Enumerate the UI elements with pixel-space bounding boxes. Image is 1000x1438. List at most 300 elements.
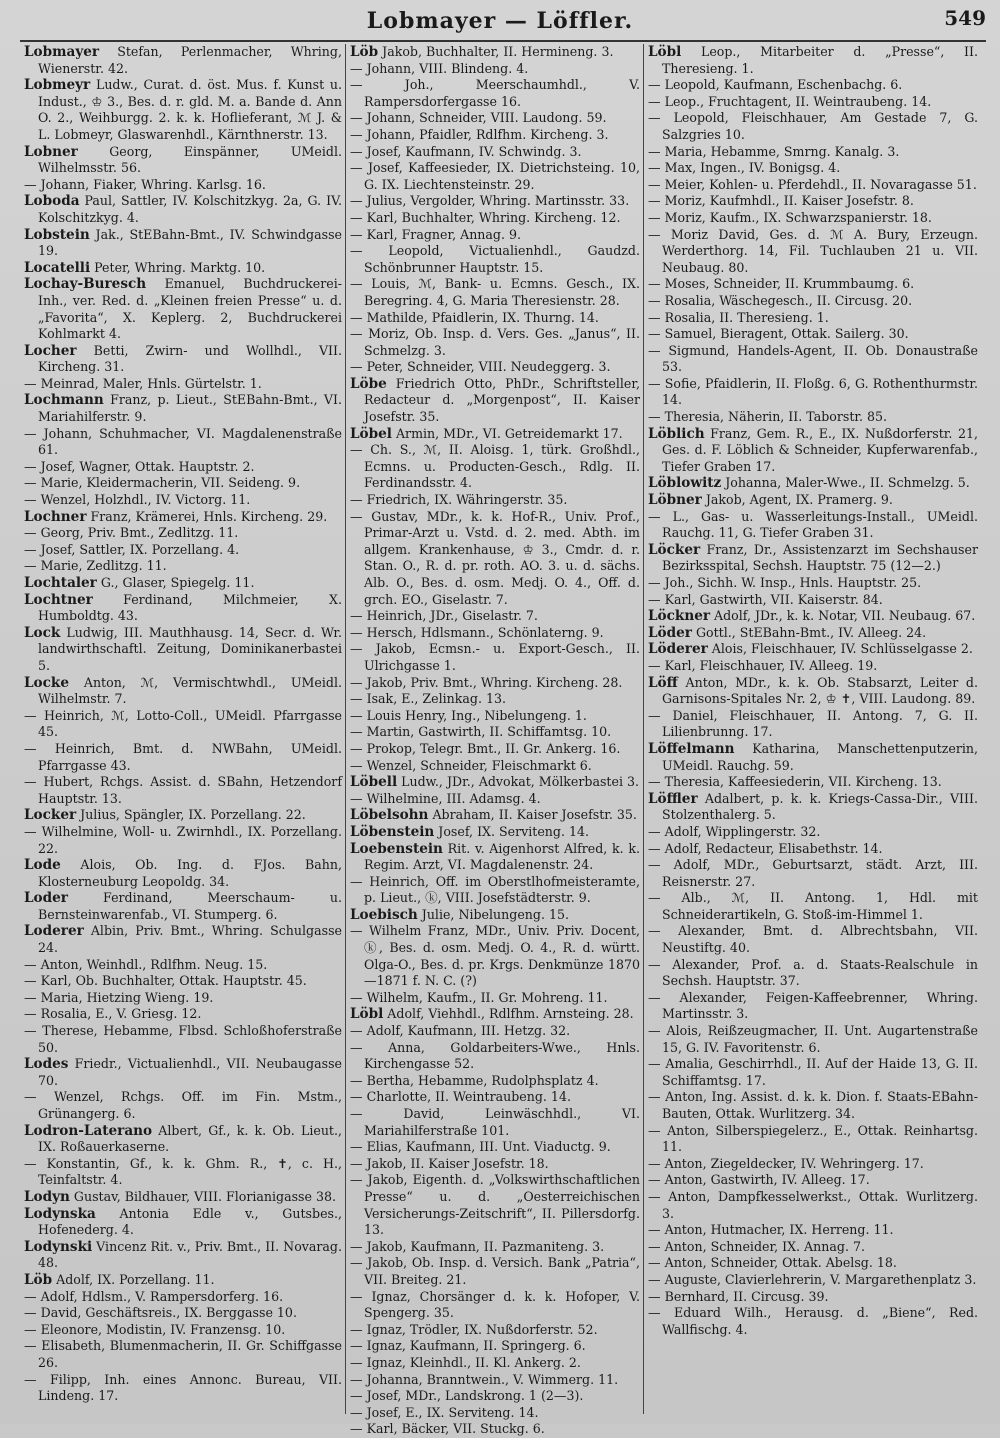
- entry-details: , Geschirrhdl., II. Auf der Haide 13, G. II. Schiffamtsg. 17.: [662, 1056, 978, 1088]
- entry-details: , Off. im Oberstlhofmeisteramte, p. Lieut., ⓚ, VIII. Josefstädterstr. 9.: [364, 873, 640, 906]
- directory-entry: [24, 1056, 342, 1089]
- entry-details: , Kaffeesieder, IX. Dietrichsteing. 10, G. IX. Liechtensteinstr. 29.: [364, 160, 641, 192]
- directory-entry: [648, 492, 978, 509]
- entry-name: Löb: [24, 1271, 53, 1288]
- entry-details: , Pfaidler, Rdlfhm. Kircheng. 3.: [411, 126, 609, 142]
- entry-name: — Sofie: [648, 375, 697, 391]
- directory-entry: [24, 1206, 342, 1239]
- entry-details: Adolf, Viehhdl., Rdlfhm. Arnsteing. 28.: [383, 1006, 634, 1022]
- directory-entry: [24, 475, 342, 492]
- entry-name: Lodron-Laterano: [24, 1122, 153, 1139]
- directory-entry: [24, 343, 342, 376]
- entry-name: Löbe: [350, 375, 387, 392]
- directory-entry: [350, 923, 640, 989]
- entry-name: — Rosalia: [648, 292, 712, 308]
- entry-name: — David: [350, 1106, 441, 1121]
- directory-entry: [24, 260, 342, 277]
- directory-entry: [648, 343, 978, 376]
- entry-details: , Schneider, Ottak. Abelsg. 18.: [702, 1255, 897, 1271]
- directory-entry: [350, 1172, 640, 1238]
- directory-entry: [648, 409, 978, 426]
- directory-entry: [350, 243, 640, 276]
- directory-entry: [24, 575, 342, 592]
- directory-entry: [350, 61, 640, 78]
- entry-name: — Ignaz: [350, 1288, 407, 1304]
- entry-name: Loebenstein: [350, 840, 443, 857]
- directory-entry: [648, 426, 978, 476]
- column-divider: [643, 44, 644, 1414]
- entry-name: — Josef: [24, 541, 72, 557]
- entry-name: — Josef: [350, 1404, 398, 1420]
- entry-details: Emanuel, Buchdruckerei-Inh., ver. Red. d. „Kleinen freien Presse“ u. d. „Favorita“, X. Keplerg. 2, Buchdruckerei Kohlmarkt 4.: [38, 276, 342, 342]
- entry-name: — Prokop: [350, 740, 412, 756]
- entry-name: — Bertha: [350, 1072, 411, 1088]
- directory-entry: [24, 625, 342, 675]
- entry-name: Löderer: [648, 641, 708, 658]
- directory-entry: [350, 193, 640, 210]
- entry-name: — Maria: [648, 143, 703, 159]
- directory-entry: [350, 907, 640, 924]
- entry-name: — Adolf: [350, 1023, 400, 1039]
- entry-name: Lode: [24, 857, 61, 874]
- entry-details: Friedrich Otto, PhDr., Schriftsteller, Redacteur d. „Morgenpost“, II. Kaiser Josefstr. 35.: [364, 375, 640, 425]
- entry-details: , Kaufmann, II. Pazmaniteng. 3.: [402, 1238, 605, 1254]
- directory-entry: [350, 708, 640, 725]
- entry-name: — Joh.: [350, 77, 430, 93]
- directory-entry: [24, 1189, 342, 1206]
- entry-name: Löbl: [350, 1006, 384, 1023]
- entry-name: — Hersch: [350, 624, 413, 640]
- entry-details: , Sattler, IX. Porzellang. 4.: [71, 541, 240, 557]
- entry-name: — Johann: [24, 176, 86, 192]
- directory-entry: [24, 227, 342, 260]
- entry-details: G., Glaser, Spiegelg. 11.: [96, 575, 255, 590]
- entry-name: — Ignaz: [350, 1354, 402, 1370]
- directory-entry: [350, 1073, 640, 1090]
- entry-name: — Johann: [350, 60, 412, 76]
- directory-entry: [24, 990, 342, 1007]
- directory-entry: [24, 807, 342, 824]
- entry-name: Lobmayer: [24, 44, 100, 60]
- directory-entry: [24, 973, 342, 990]
- entry-name: Löckner: [648, 608, 711, 625]
- directory-entry: [24, 492, 342, 509]
- directory-entry: [350, 376, 640, 426]
- entry-name: — Heinrich: [350, 873, 426, 889]
- entry-details: , Hutmacher, IX. Herreng. 11.: [702, 1222, 894, 1238]
- entry-details: , Fruchtagent, II. Weintraubeng. 14.: [700, 93, 932, 109]
- entry-name: — Mathilde: [350, 309, 424, 325]
- entry-details: Albert, Gf., k. k. Ob. Lieut., IX. Roßauerkaserne.: [38, 1122, 342, 1155]
- entry-name: Lochmann: [24, 392, 104, 409]
- directory-entry: [648, 575, 978, 592]
- directory-entry: [648, 144, 978, 161]
- directory-entry: [648, 1239, 978, 1256]
- entry-details: Jakob, Agent, IX. Pramerg. 9.: [701, 492, 893, 508]
- entry-name: Locke: [24, 674, 69, 691]
- entry-name: — Therese: [24, 1023, 94, 1039]
- directory-entry: [648, 791, 978, 824]
- directory-entry: [350, 210, 640, 227]
- entry-details: Julius, Spängler, IX. Porzellang. 22.: [76, 807, 306, 823]
- directory-entry: [350, 608, 640, 625]
- entry-name: — Friedrich: [350, 492, 427, 508]
- entry-details: , Ing. Assist. d. k. k. Dion. f. Staats-EBahn-Bauten, Ottak. Wurlitzerg. 34.: [662, 1089, 978, 1121]
- entry-name: — Wenzel: [350, 757, 413, 773]
- entry-details: Anton, MDr., k. k. Ob. Stabsarzt, Leiter d. Garnisons-Spitales Nr. 2, ♔ ✝, VIII. Laudong. 89.: [662, 674, 978, 707]
- entry-name: Lochtner: [24, 591, 93, 608]
- directory-entry: [24, 193, 342, 226]
- entry-name: Löblich: [648, 425, 705, 442]
- entry-name: — Meier: [648, 176, 702, 192]
- entry-details: , Pfaidlerin, IX. Thurng. 14.: [423, 309, 599, 325]
- entry-details: Alois, Fleischhauer, IV. Schlüsselgasse 2.: [707, 641, 973, 657]
- directory-entry: [24, 426, 342, 459]
- entry-name: — Anton: [648, 1089, 704, 1105]
- entry-details: , Woll- u. Zwirnhdl., IX. Porzellang. 22.: [38, 823, 342, 856]
- entry-details: , Gf., k. k. Ghm. R., ✝, c. H., Teinfaltstr. 4.: [38, 1155, 342, 1188]
- entry-name: — Meinrad: [24, 375, 95, 391]
- directory-entry: [648, 1305, 978, 1338]
- entry-details: , E., IX. Serviteng. 14.: [397, 1404, 539, 1420]
- directory-entry: [350, 824, 640, 841]
- entry-name: — Daniel: [648, 707, 714, 723]
- entry-name: Lock: [24, 624, 61, 641]
- directory-entry: [648, 658, 978, 675]
- entry-name: — Eleonore: [24, 1321, 99, 1337]
- directory-entry: [350, 791, 640, 808]
- directory-entry: [350, 276, 640, 309]
- entry-name: — Wenzel: [24, 492, 87, 508]
- directory-entry: [648, 1272, 978, 1289]
- entry-name: — Julius: [350, 193, 403, 209]
- directory-entry: [648, 227, 978, 277]
- entry-name: — Ch. S.: [350, 442, 412, 458]
- entry-details: , Fleischhauer, Am Gestade 7, G. Salzgries 10.: [662, 110, 978, 142]
- directory-entry: [24, 890, 342, 923]
- entry-name: Locker: [24, 807, 77, 824]
- entry-details: , II. Circusg. 39.: [725, 1288, 829, 1304]
- entry-name: Lobmeyr: [24, 77, 91, 94]
- entry-details: , Bmt. d. Albrechtsbahn, VII. Neustiftg. 40.: [662, 923, 978, 956]
- entry-name: Lochtaler: [24, 575, 97, 591]
- entry-name: — Martin: [350, 724, 411, 740]
- directory-entry: [648, 741, 978, 774]
- directory-entry: [350, 990, 640, 1007]
- entry-details: , Dampfkesselwerkst., Ottak. Wurlitzerg. 3.: [662, 1188, 978, 1221]
- entry-name: — Anton: [648, 1222, 703, 1238]
- entry-details: , Trödler, IX. Nußdorferstr. 52.: [401, 1321, 598, 1337]
- entry-name: — Eduard Wilh.: [648, 1305, 768, 1321]
- entry-name: Locher: [24, 342, 77, 359]
- directory-entry: [350, 625, 640, 642]
- entry-details: Gottl., StEBahn-Bmt., IV. Alleeg. 24.: [691, 624, 927, 640]
- entry-details: , Kaufmann, Eschenbachg. 6.: [715, 77, 903, 93]
- entry-details: , Weinhdl., Rdlfhm. Neug. 15.: [78, 956, 268, 972]
- directory-entry: [350, 509, 640, 609]
- entry-details: , Redacteur, Elisabethstr. 14.: [697, 840, 883, 856]
- entry-details: , Fiaker, Whring. Karlsg. 16.: [85, 176, 266, 192]
- directory-entry: [350, 127, 640, 144]
- entry-name: Löff: [648, 674, 678, 691]
- directory-entry: [350, 675, 640, 692]
- entry-name: — Alexander: [648, 923, 742, 939]
- entry-name: — Wenzel: [24, 1089, 100, 1105]
- directory-entry: [350, 1006, 640, 1023]
- directory-entry: [350, 492, 640, 509]
- entry-name: — Heinrich: [24, 707, 100, 723]
- entry-name: — Karl: [350, 1421, 394, 1437]
- entry-details: , Schneider, IX. Annag. 7.: [702, 1238, 865, 1254]
- directory-entry: [350, 144, 640, 161]
- entry-name: — Georg: [24, 525, 80, 541]
- directory-entry: [350, 160, 640, 193]
- entry-name: Löblowitz: [648, 475, 722, 492]
- entry-details: , Bäcker, VII. Stuckg. 6.: [393, 1421, 545, 1437]
- entry-details: , Vergolder, Whring. Martinsstr. 33.: [402, 193, 630, 209]
- entry-name: Löffelmann: [648, 740, 735, 757]
- entry-details: Friedr., Victualienhdl., VII. Neubaugasse 70.: [38, 1056, 342, 1088]
- entry-name: — Anton: [648, 1238, 703, 1254]
- entry-name: Lobner: [24, 143, 78, 160]
- directory-entry: [648, 110, 978, 143]
- directory-entry: [24, 1006, 342, 1023]
- entry-name: Lodynska: [24, 1205, 96, 1222]
- directory-entry: [350, 1239, 640, 1256]
- entry-name: — Jakob: [350, 1172, 404, 1188]
- entry-name: — Alois: [648, 1023, 698, 1039]
- directory-entry: [24, 1089, 342, 1122]
- directory-entry: [350, 1322, 640, 1339]
- entry-name: — Rosalia: [648, 309, 712, 325]
- entry-details: , Schneider, VIII. Neudeggerg. 3.: [399, 359, 611, 375]
- entry-details: , Wagner, Ottak. Hauptstr. 2.: [71, 458, 255, 474]
- directory-entry: [24, 509, 342, 526]
- entry-details: , Blumenmacherin, II. Gr. Schiffgasse 26.: [38, 1338, 342, 1370]
- directory-entry: [24, 1305, 342, 1322]
- entry-details: , Schuhmacher, VI. Magdalenenstraße 61.: [38, 425, 342, 458]
- entry-name: — Jakob: [350, 674, 403, 690]
- directory-entry: [648, 276, 978, 293]
- entry-name: Löbel: [350, 425, 392, 442]
- entry-name: Löbl: [648, 44, 682, 60]
- entry-details: Vincenz Rit. v., Priv. Bmt., II. Novarag. 48.: [38, 1238, 342, 1271]
- directory-entry: [24, 1239, 342, 1272]
- entry-name: Loderer: [24, 923, 84, 940]
- entry-name: Löbell: [350, 774, 398, 791]
- entry-details: , Wäschegesch., II. Circusg. 20.: [711, 292, 913, 308]
- entry-name: Loboda: [24, 193, 80, 210]
- directory-entry: [648, 475, 978, 492]
- entry-details: , Bmt. d. NWBahn, UMeidl. Pfarrgasse 43.: [38, 740, 342, 773]
- entry-details: , ℳ, Bank- u. Ecmns. Gesch., IX. Beregring. 4, G. Maria Theresienstr. 28.: [364, 276, 640, 308]
- directory-entry: [350, 1139, 640, 1156]
- directory-entry: [350, 1421, 640, 1438]
- directory-entry: [648, 675, 978, 708]
- entry-details: Franz, Dr., Assistenzarzt im Sechshauser Bezirksspital, Sechsh. Hauptstr. 75 (12—2.): [662, 541, 978, 574]
- directory-entry: [350, 1355, 640, 1372]
- entry-name: — Leopold: [648, 110, 725, 126]
- entry-details: , Telegr. Bmt., II. Gr. Ankerg. 16.: [411, 740, 621, 756]
- directory-entry: [648, 326, 978, 343]
- directory-entry: [350, 1089, 640, 1106]
- entry-details: Stefan, Perlenmacher, Whring, Wienerstr. 42.: [38, 44, 342, 76]
- entry-details: , Kaufmann, III. Unt. Viaductg. 9.: [397, 1139, 611, 1155]
- directory-entry: [648, 774, 978, 791]
- entry-name: — Josef: [350, 143, 398, 159]
- entry-details: , Schneider, Fleischmarkt 6.: [412, 757, 592, 773]
- entry-details: , Ziegeldecker, IV. Wehringerg. 17.: [702, 1155, 924, 1171]
- directory-entry: [350, 1289, 640, 1322]
- entry-details: , Gastwirth, IV. Alleeg. 17.: [702, 1172, 870, 1188]
- entry-details: Josef, IX. Serviteng. 14.: [434, 823, 589, 839]
- entry-name: — Hubert: [24, 774, 90, 790]
- entry-details: , Branntwein., V. Wimmerg. 11.: [418, 1371, 619, 1387]
- entry-details: , Kaufm., IX. Schwarzspanierstr. 18.: [701, 209, 932, 225]
- entry-details: , Fragner, Annag. 9.: [393, 226, 522, 242]
- entry-details: , Prof. a. d. Staats-Realschule in Sechsh. Hauptstr. 37.: [662, 956, 978, 989]
- entry-name: — Amalia: [648, 1056, 710, 1072]
- directory-entry: [24, 1338, 342, 1371]
- directory-entry: [648, 177, 978, 194]
- directory-entry: [648, 1056, 978, 1089]
- entry-details: , Kohlen- u. Pferdehdl., II. Novaragasse 51.: [701, 176, 977, 192]
- page-title: Lobmayer — Löffler.: [366, 8, 634, 34]
- directory-entry: [350, 1156, 640, 1173]
- entry-name: — Heinrich: [24, 740, 111, 756]
- directory-entry: [24, 1123, 342, 1156]
- entry-details: , Zedlitzg. 11.: [78, 558, 167, 574]
- entry-name: — Moriz: [350, 326, 406, 342]
- entry-name: — Max: [648, 160, 693, 176]
- entry-name: — L.: [648, 508, 685, 524]
- entry-name: — Isak: [350, 691, 394, 707]
- entry-name: — Johann: [350, 126, 412, 142]
- directory-entry: [24, 1289, 342, 1306]
- entry-details: Ludwig, III. Mauthhausg. 14, Secr. d. Wr. landwirthschaftl. Zeitung, Dominikanerbastei 5.: [38, 624, 342, 673]
- entry-details: Johanna, Maler-Wwe., II. Schmelzg. 5.: [721, 475, 970, 491]
- entry-details: , Wipplingerstr. 32.: [697, 823, 821, 839]
- entry-details: , JDr., Giselastr. 7.: [422, 608, 538, 624]
- entry-details: , Victualienhdl., Gaudzd. Schönbrunner Hauptstr. 15.: [364, 243, 640, 275]
- entry-details: Georg, Einspänner, UMeidl. Wilhelmsstr. 56.: [38, 143, 342, 176]
- entry-details: , Schneider, II. Krummbaumg. 6.: [705, 276, 915, 292]
- entry-name: — Bernhard: [648, 1288, 726, 1304]
- entry-details: Adolf, JDr., k. k. Notar, VII. Neubaug. 67.: [710, 608, 976, 624]
- entry-name: — Karl: [648, 657, 692, 673]
- entry-details: , ℳ, Lotto-Coll., UMeidl. Pfarrgasse 45.: [38, 707, 342, 740]
- entry-name: Löbelsohn: [350, 807, 429, 824]
- entry-details: , Ob. Buchhalter, Ottak. Hauptstr. 45.: [67, 973, 307, 989]
- entry-details: , Handels-Agent, II. Ob. Donaustraße 53.: [662, 342, 978, 375]
- entry-name: — Alexander: [648, 956, 736, 972]
- directory-entry: [24, 957, 342, 974]
- entry-name: — Konstantin: [24, 1155, 116, 1171]
- entry-details: , Clavierlehrerin, V. Margarethenplatz 3.: [716, 1271, 977, 1287]
- entry-name: — Karl: [648, 591, 692, 607]
- entry-name: — Karl: [350, 226, 394, 242]
- entry-name: — Ignaz: [350, 1321, 402, 1337]
- entry-details: , Buchhalter, Whring. Kircheng. 12.: [393, 209, 621, 225]
- entry-details: Betti, Zwirn- und Wollhdl., VII. Kircheng. 31.: [38, 342, 342, 375]
- entry-details: Julie, Nibelungeng. 15.: [417, 906, 569, 922]
- entry-name: Lodyn: [24, 1188, 70, 1205]
- entry-name: — Adolf: [648, 857, 707, 873]
- directory-entry: [350, 1405, 640, 1422]
- entry-details: Franz, Krämerei, Hnls. Kircheng. 29.: [86, 508, 328, 524]
- directory-entry: [648, 1123, 978, 1156]
- column-divider: [345, 44, 346, 1414]
- entry-details: , Reißzeugmacher, II. Unt. Augartenstraße 15, G. IV. Favoritenstr. 6.: [662, 1023, 978, 1055]
- entry-details: , MDr., Geburtsarzt, städt. Arzt, III. Reisnerstr. 27.: [662, 857, 979, 889]
- entry-name: — Anton: [648, 1188, 707, 1204]
- entry-name: — Josef: [24, 458, 72, 474]
- directory-entry: [350, 691, 640, 708]
- directory-entry: [24, 708, 342, 741]
- entry-details: , Herausg. d. „Biene“, Red. Wallfischg. 4.: [662, 1305, 979, 1337]
- directory-entry: [648, 94, 978, 111]
- entry-details: , MDr., k. k. Hof-R., Univ. Prof., Primar-Arzt u. Vstd. d. 2. med. Abth. im allgem. Krankenhause, ♔ 3., Cmdr. d. r. Stan. O., R. d. pr. roth. AO. 3. u. d. sächs. Alb. O., Bes. d. osm. Medj. O. 4., Off. d. grch. EO., Giselastr. 7.: [364, 508, 640, 607]
- entry-name: — Elias: [350, 1139, 398, 1155]
- entry-details: , Kleinhdl., II. Kl. Ankerg. 2.: [401, 1354, 581, 1370]
- entry-name: — Gustav: [350, 508, 415, 524]
- entry-details: Adalbert, p. k. k. Kriegs-Cassa-Dir., VIII. Stolzenthalerg. 5.: [662, 790, 978, 823]
- entry-name: — David: [24, 1305, 78, 1321]
- entry-details: Ferdinand, Milchmeier, X. Humboldtg. 43.: [38, 591, 342, 624]
- entry-name: — Anton: [648, 1122, 706, 1138]
- entry-name: — Moriz David: [648, 226, 756, 242]
- entry-name: — Charlotte: [350, 1089, 428, 1105]
- entry-details: , II. Kaiser Josefstr. 18.: [402, 1155, 549, 1171]
- entry-details: , Kaufmann, III. Hetzg. 32.: [399, 1023, 571, 1039]
- entry-details: , Hdlsmann., Schönlaterng. 9.: [412, 624, 604, 640]
- entry-name: Loder: [24, 890, 68, 907]
- directory-entry: [24, 675, 342, 708]
- entry-details: , Kaufmann, IV. Schwindg. 3.: [397, 143, 582, 159]
- directory-entry: [648, 1289, 978, 1306]
- directory-entry: [350, 1372, 640, 1389]
- column-2: [350, 44, 641, 1437]
- entry-details: Anton, ℳ, Vermischtwhdl., UMeidl. Wilhelmstr. 7.: [38, 674, 342, 707]
- directory-entry: [350, 426, 640, 443]
- entry-details: , Schneider, VIII. Laudong. 59.: [411, 110, 607, 126]
- directory-entry: [24, 774, 342, 807]
- directory-entry: [648, 1089, 978, 1122]
- directory-entry: [350, 359, 640, 376]
- entry-details: Rit. v. Aigenhorst Alfred, k. k. Regim. Arzt, VI. Magdalenenstr. 24.: [364, 840, 640, 873]
- entry-name: — Heinrich: [350, 608, 423, 624]
- directory-entry: [24, 824, 342, 857]
- directory-entry: [24, 77, 342, 143]
- entry-name: — Samuel: [648, 326, 713, 342]
- directory-entry: [350, 1255, 640, 1288]
- entry-details: , Hietzing Wieng. 19.: [78, 989, 214, 1005]
- entry-name: — Louis Henry: [350, 707, 444, 723]
- directory-entry: [350, 77, 640, 110]
- directory-entry: [648, 1172, 978, 1189]
- entry-name: — Auguste: [648, 1271, 717, 1287]
- entry-details: , Goldarbeiters-Wwe., Hnls. Kirchengasse 52.: [364, 1039, 641, 1072]
- directory-entry: [350, 1388, 640, 1405]
- directory-entry: [350, 1106, 640, 1139]
- directory-entry: [24, 525, 342, 542]
- entry-details: Jak., StEBahn-Bmt., IV. Schwindgasse 19.: [38, 226, 342, 259]
- entry-details: Armin, MDr., VI. Getreidemarkt 17.: [391, 425, 623, 441]
- entry-details: Albin, Priv. Bmt., Whring. Schulgasse 24.: [38, 923, 342, 956]
- directory-entry: [24, 459, 342, 476]
- entry-details: , Kaufmhdl., II. Kaiser Josefstr. 8.: [701, 193, 914, 209]
- entry-details: , ℳ, II. Aloisg. 1, türk. Großhdl., Ecmns. u. Producten-Gesch., Rdlg. II. Ferdinandsstr. 4.: [364, 442, 640, 491]
